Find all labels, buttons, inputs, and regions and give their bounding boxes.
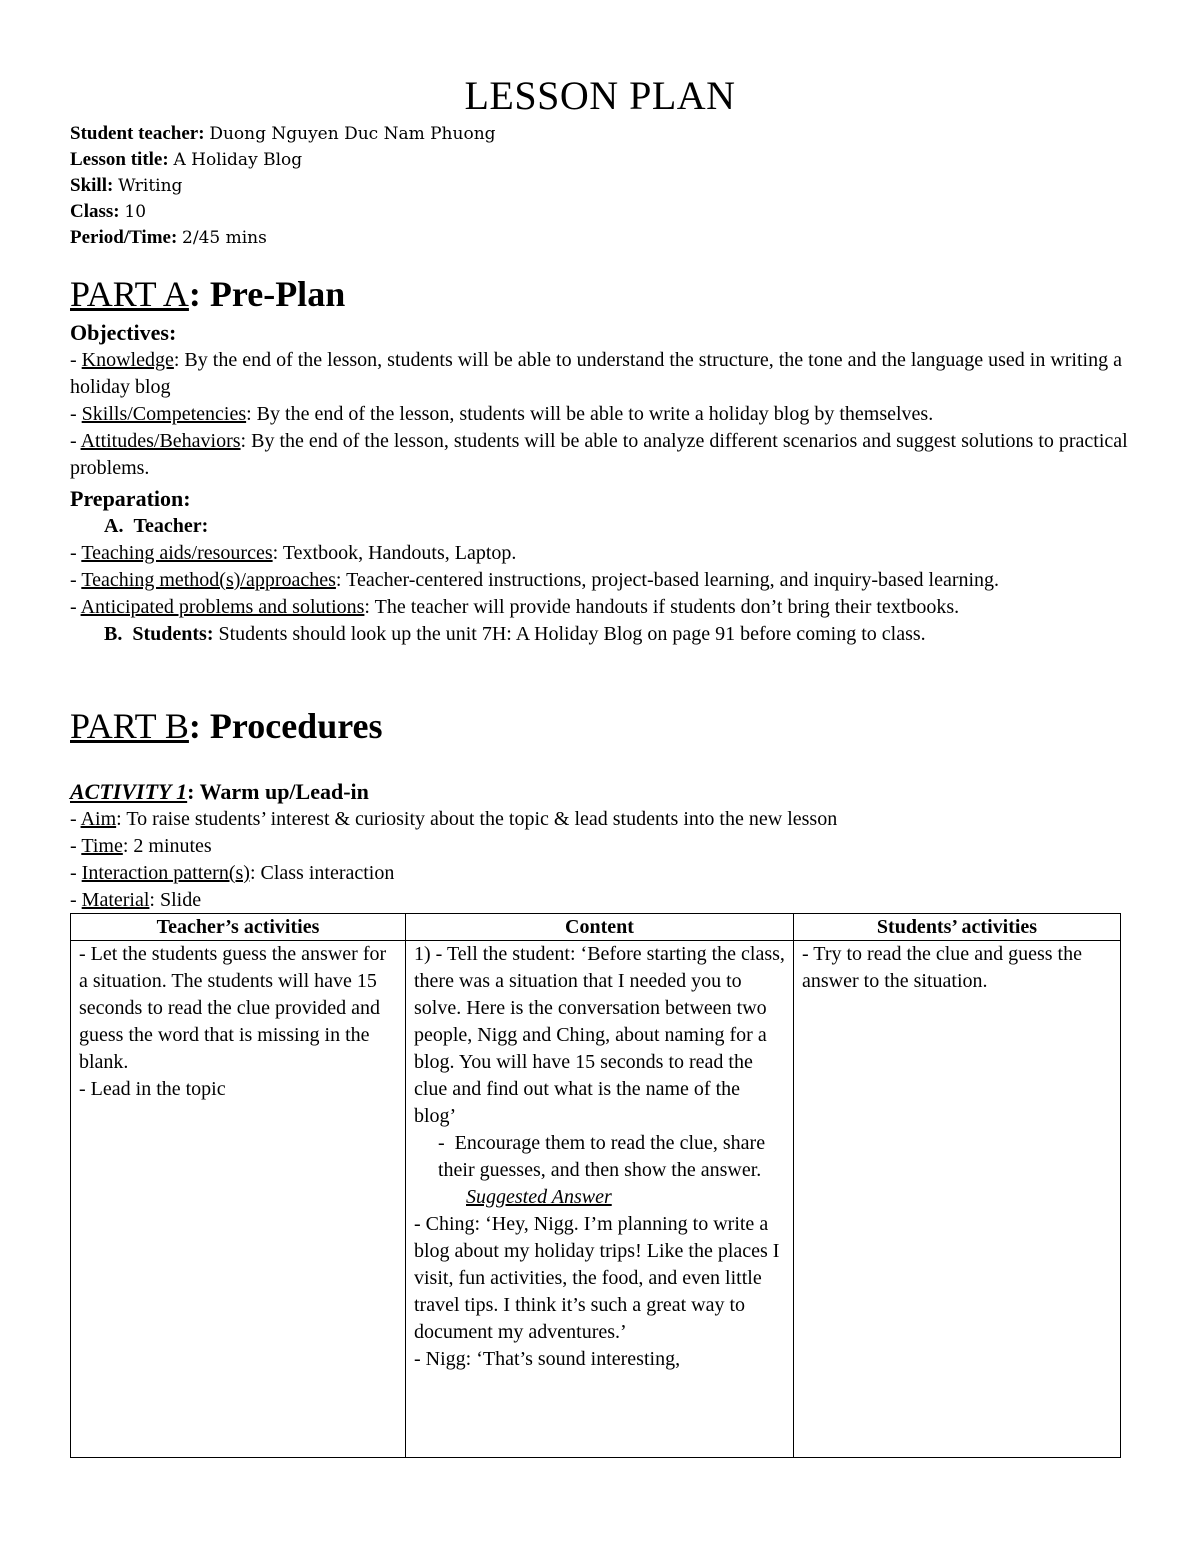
table-header-row (71, 914, 1121, 941)
teacher-activities-cell (71, 941, 406, 1458)
activity-aim: - Aim: To raise students’ interest & curiosity about the topic & lead students into the new lesson (70, 808, 838, 830)
objective-knowledge: - Knowledge: By the end of the lesson, students will be able to understand the structure, the tone and the language used in writing a holiday blog (70, 349, 1122, 398)
header-teacher: Teacher’s activities (71, 914, 406, 941)
preparation-methods: - Teaching method(s)/approaches: Teacher-centered instructions, project-based learning, and inquiry-based learning. (70, 569, 1000, 591)
preparation-teacher-label: A. Teacher: (104, 515, 209, 537)
students-activities-cell (794, 941, 1121, 1458)
activity-1-details (70, 806, 1130, 914)
activity-time: - Time: 2 minutes (70, 835, 212, 857)
preparation-heading: Preparation: (70, 486, 191, 511)
meta-lesson-title: Lesson title: A Holiday Blog (70, 149, 303, 170)
teacher-activity-item: - Let the students guess the answer for a situation. The students will have 15 seconds to read the clue provided and guess the word that is missing in the blank. (79, 943, 387, 1073)
preparation-students: B. Students: Students should look up the unit 7H: A Holiday Blog on page 91 before coming to class. (104, 623, 926, 645)
page-title: LESSON PLAN (464, 73, 736, 118)
activity-1-heading: ACTIVITY 1: Warm up/Lead-in (70, 779, 369, 804)
header-students: Students’ activities (794, 914, 1121, 941)
part-a-body (70, 318, 1130, 648)
preparation-problems: - Anticipated problems and solutions: The teacher will provide handouts if students don’t bring their textbooks. (70, 596, 960, 618)
teacher-activity-item: - Lead in the topic (79, 1078, 226, 1100)
activity-interaction: - Interaction pattern(s): Class interaction (70, 862, 395, 884)
meta-student-teacher: Student teacher: Duong Nguyen Duc Nam Phuong (70, 123, 496, 144)
content-encourage: - Encourage them to read the clue, share their guesses, and then show the answer. (438, 1132, 766, 1181)
preparation-aids: - Teaching aids/resources: Textbook, Handouts, Laptop. (70, 542, 517, 564)
meta-class: Class: 10 (70, 201, 147, 222)
student-activity-item: - Try to read the clue and guess the answer to the situation. (802, 943, 1082, 992)
meta-skill: Skill: Writing (70, 175, 183, 196)
content-cell (406, 941, 794, 1458)
table-row (71, 941, 1121, 1458)
objectives-heading: Objectives: (70, 320, 177, 345)
activity-table (70, 913, 1121, 1458)
content-intro: 1) - Tell the student: ‘Before starting the class, there was a situation that I needed you to solve. Here is the conversation between two people, Nigg and Ching, about naming for a blog. You will have 15 seconds to read the clue and find out what is the name of the blog’ (414, 943, 785, 1127)
suggested-answer-label: Suggested Answer (466, 1186, 612, 1208)
objective-skills: - Skills/Competencies: By the end of the lesson, students will be able to write a holiday blog by themselves. (70, 403, 934, 425)
header-content: Content (406, 914, 794, 941)
meta-period-time: Period/Time: 2/45 mins (70, 227, 267, 248)
part-a-heading: PART A: Pre-Plan (70, 274, 346, 314)
activity-material: - Material: Slide (70, 889, 202, 911)
dialogue-line: - Ching: ‘Hey, Nigg. I’m planning to write a blog about my holiday trips! Like the places I visit, fun activities, the food, and even little travel tips. I think it’s such a great way to document my adventures.’ (414, 1213, 780, 1343)
dialogue-line: - Nigg: ‘That’s sound interesting, (414, 1348, 681, 1370)
objective-attitudes: - Attitudes/Behaviors: By the end of the lesson, students will be able to analyze different scenarios and suggest solutions to practical problems. (70, 430, 1128, 479)
part-b-heading: PART B: Procedures (70, 706, 383, 746)
lesson-meta (70, 121, 496, 251)
